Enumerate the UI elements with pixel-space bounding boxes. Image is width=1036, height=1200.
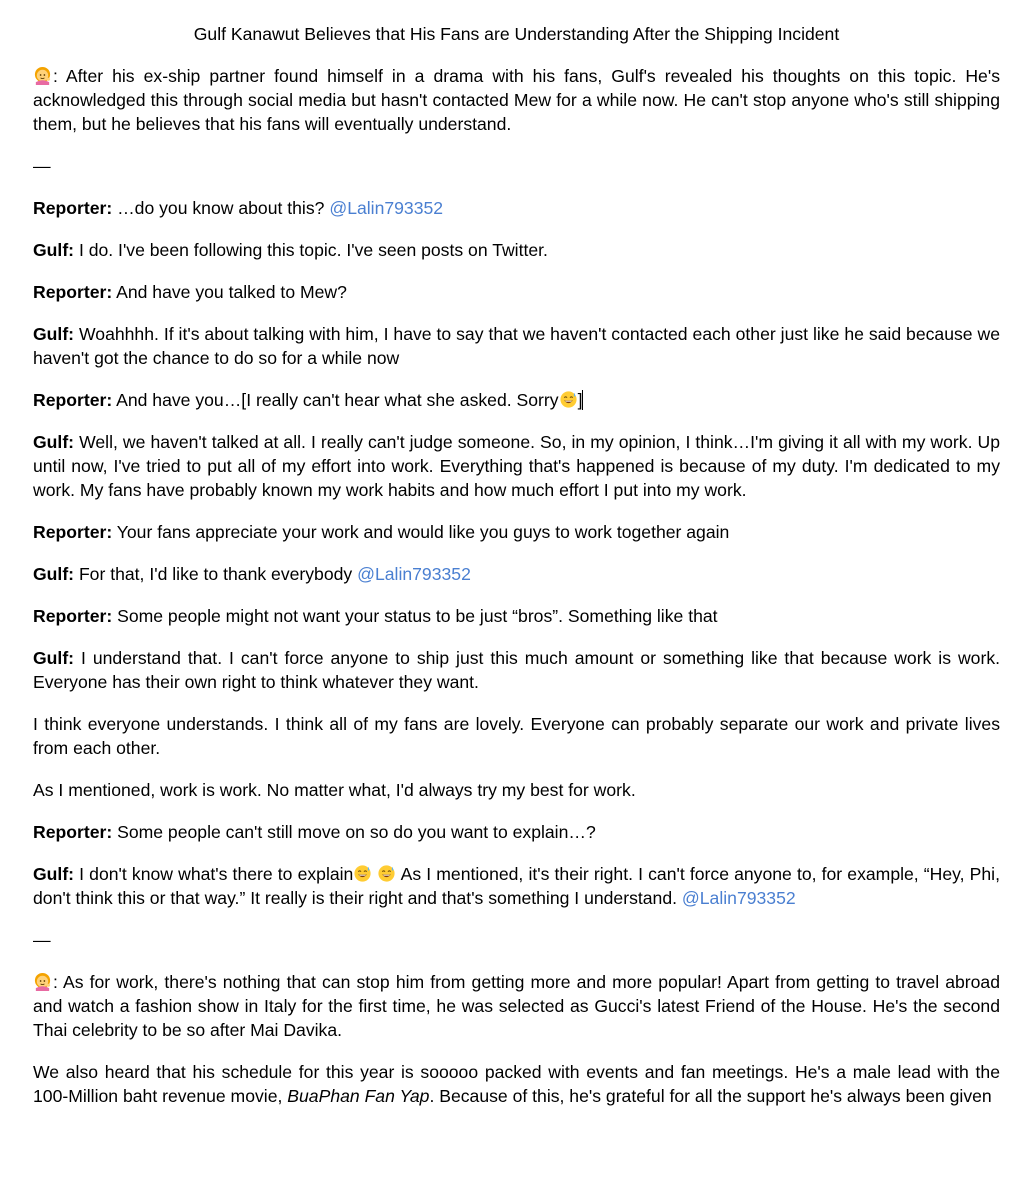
outro-paragraph (33, 970, 1000, 1042)
separator: — (33, 930, 51, 950)
separator: — (33, 156, 51, 176)
dialogue-text: …do you know about this? (117, 198, 325, 218)
dialogue-line (33, 388, 1000, 412)
dialogue-line (33, 820, 1000, 844)
article-title: Gulf Kanawut Believes that His Fans are Understanding After the Shipping Incident (193, 24, 840, 44)
speaker-label: Reporter: (33, 606, 113, 626)
dialogue-text: And have you…[I really can't hear what she asked. Sorry (116, 390, 559, 410)
dialogue-line (33, 604, 1000, 628)
dialogue-text: I do. I've been following this topic. I've seen posts on Twitter. (78, 240, 548, 260)
speaker-label: Gulf: (33, 564, 75, 584)
dialogue-line (33, 862, 1000, 910)
dialogue-line (33, 280, 1000, 304)
dialogue-text: Woahhhh. If it's about talking with him, I have to say that we haven't contacted each other just like he said because we haven't got the chance to do so for a while now (33, 324, 1000, 368)
dialogue-text: Your fans appreciate your work and would like you guys to work together again (116, 522, 730, 542)
dialogue-text: As I mentioned, it's their right. I can't force anyone to, for example, “Hey, Phi, don't think this or that way.” It really is their right and that's something I understand. (33, 864, 1000, 908)
dialogue-text: Some people might not want your status to be just “bros”. Something like that (117, 606, 718, 626)
dialogue-line (33, 646, 1000, 694)
speaker-label: Gulf: (33, 864, 75, 884)
mention-link[interactable]: @Lalin793352 (357, 564, 471, 584)
outro-text: : As for work, there's nothing that can stop him from getting more and more popular! Apart from getting to travel abroad and watch a fashion show in Italy for the first time, he was selected as Gucci's latest Friend of the House. He's the second Thai celebrity to be so after Mai Davika. (33, 972, 1000, 1040)
mention-link[interactable]: @Lalin793352 (329, 198, 444, 218)
closing-text: We also heard that his schedule for this year is sooooo packed with events and fan meetings. He's a male lead with the 100-Million baht revenue movie, (33, 1062, 1000, 1106)
woman-tipping-hand-icon (33, 972, 52, 991)
dialogue-line (33, 562, 1000, 586)
mention-link[interactable]: @Lalin793352 (681, 888, 796, 908)
speaker-label: Reporter: (33, 282, 113, 302)
closing-paragraph (33, 1060, 1000, 1108)
speaker-label: Reporter: (33, 390, 113, 410)
speaker-label: Reporter: (33, 198, 113, 218)
intro-paragraph (33, 64, 1000, 136)
dialogue-line (33, 520, 1000, 544)
speaker-label: Gulf: (33, 240, 75, 260)
dialogue-text-end: ] (577, 390, 583, 410)
grinning-sweat-icon (559, 390, 578, 409)
text-cursor (582, 390, 583, 410)
intro-text: : After his ex-ship partner found himself in a drama with his fans, Gulf's revealed his thoughts on this topic. He's acknowledged this through social media but hasn't contacted Mew for a while now. He can't stop anyone who's still shipping them, but he believes that his fans will eventually understand. (33, 66, 1000, 134)
grinning-sweat-icon (377, 864, 396, 883)
closing-text-end: . Because of this, he's grateful for all the support he's always been given (429, 1086, 992, 1106)
dialogue-line (33, 196, 1000, 220)
movie-title: BuaPhan Fan Yap (287, 1086, 430, 1106)
dialogue-text: And have you talked to Mew? (116, 282, 347, 302)
dialogue-line (33, 238, 1000, 262)
dialogue-text: I don't know what's there to explain (79, 864, 354, 884)
dialogue-text: For that, I'd like to thank everybody (78, 564, 353, 584)
dialogue-text: Well, we haven't talked at all. I really can't judge someone. So, in my opinion, I think…I'm giving it all with my work. Up until now, I've tried to put all of my effort into work. Everything that's happened is because of my duty. I'm dedicated to my work. My fans have probably known my work habits and how much effort I put into my work. (33, 432, 1001, 500)
dialogue-line (33, 430, 1000, 502)
speaker-label: Reporter: (33, 522, 113, 542)
speaker-label: Gulf: (33, 648, 75, 668)
speaker-label: Gulf: (33, 432, 75, 452)
grinning-sweat-icon (353, 864, 372, 883)
dialogue-line (33, 322, 1000, 370)
paragraph: I think everyone understands. I think all of my fans are lovely. Everyone can probably separate our work and private lives from each other. (33, 714, 1000, 758)
woman-tipping-hand-icon (33, 66, 52, 85)
paragraph: As I mentioned, work is work. No matter what, I'd always try my best for work. (33, 780, 636, 800)
speaker-label: Gulf: (33, 324, 75, 344)
speaker-label: Reporter: (33, 822, 113, 842)
dialogue-text: I understand that. I can't force anyone to ship just this much amount or something like that because work is work. Everyone has their own right to think whatever they want. (33, 648, 1001, 692)
dialogue-text: Some people can't still move on so do you want to explain…? (117, 822, 596, 842)
